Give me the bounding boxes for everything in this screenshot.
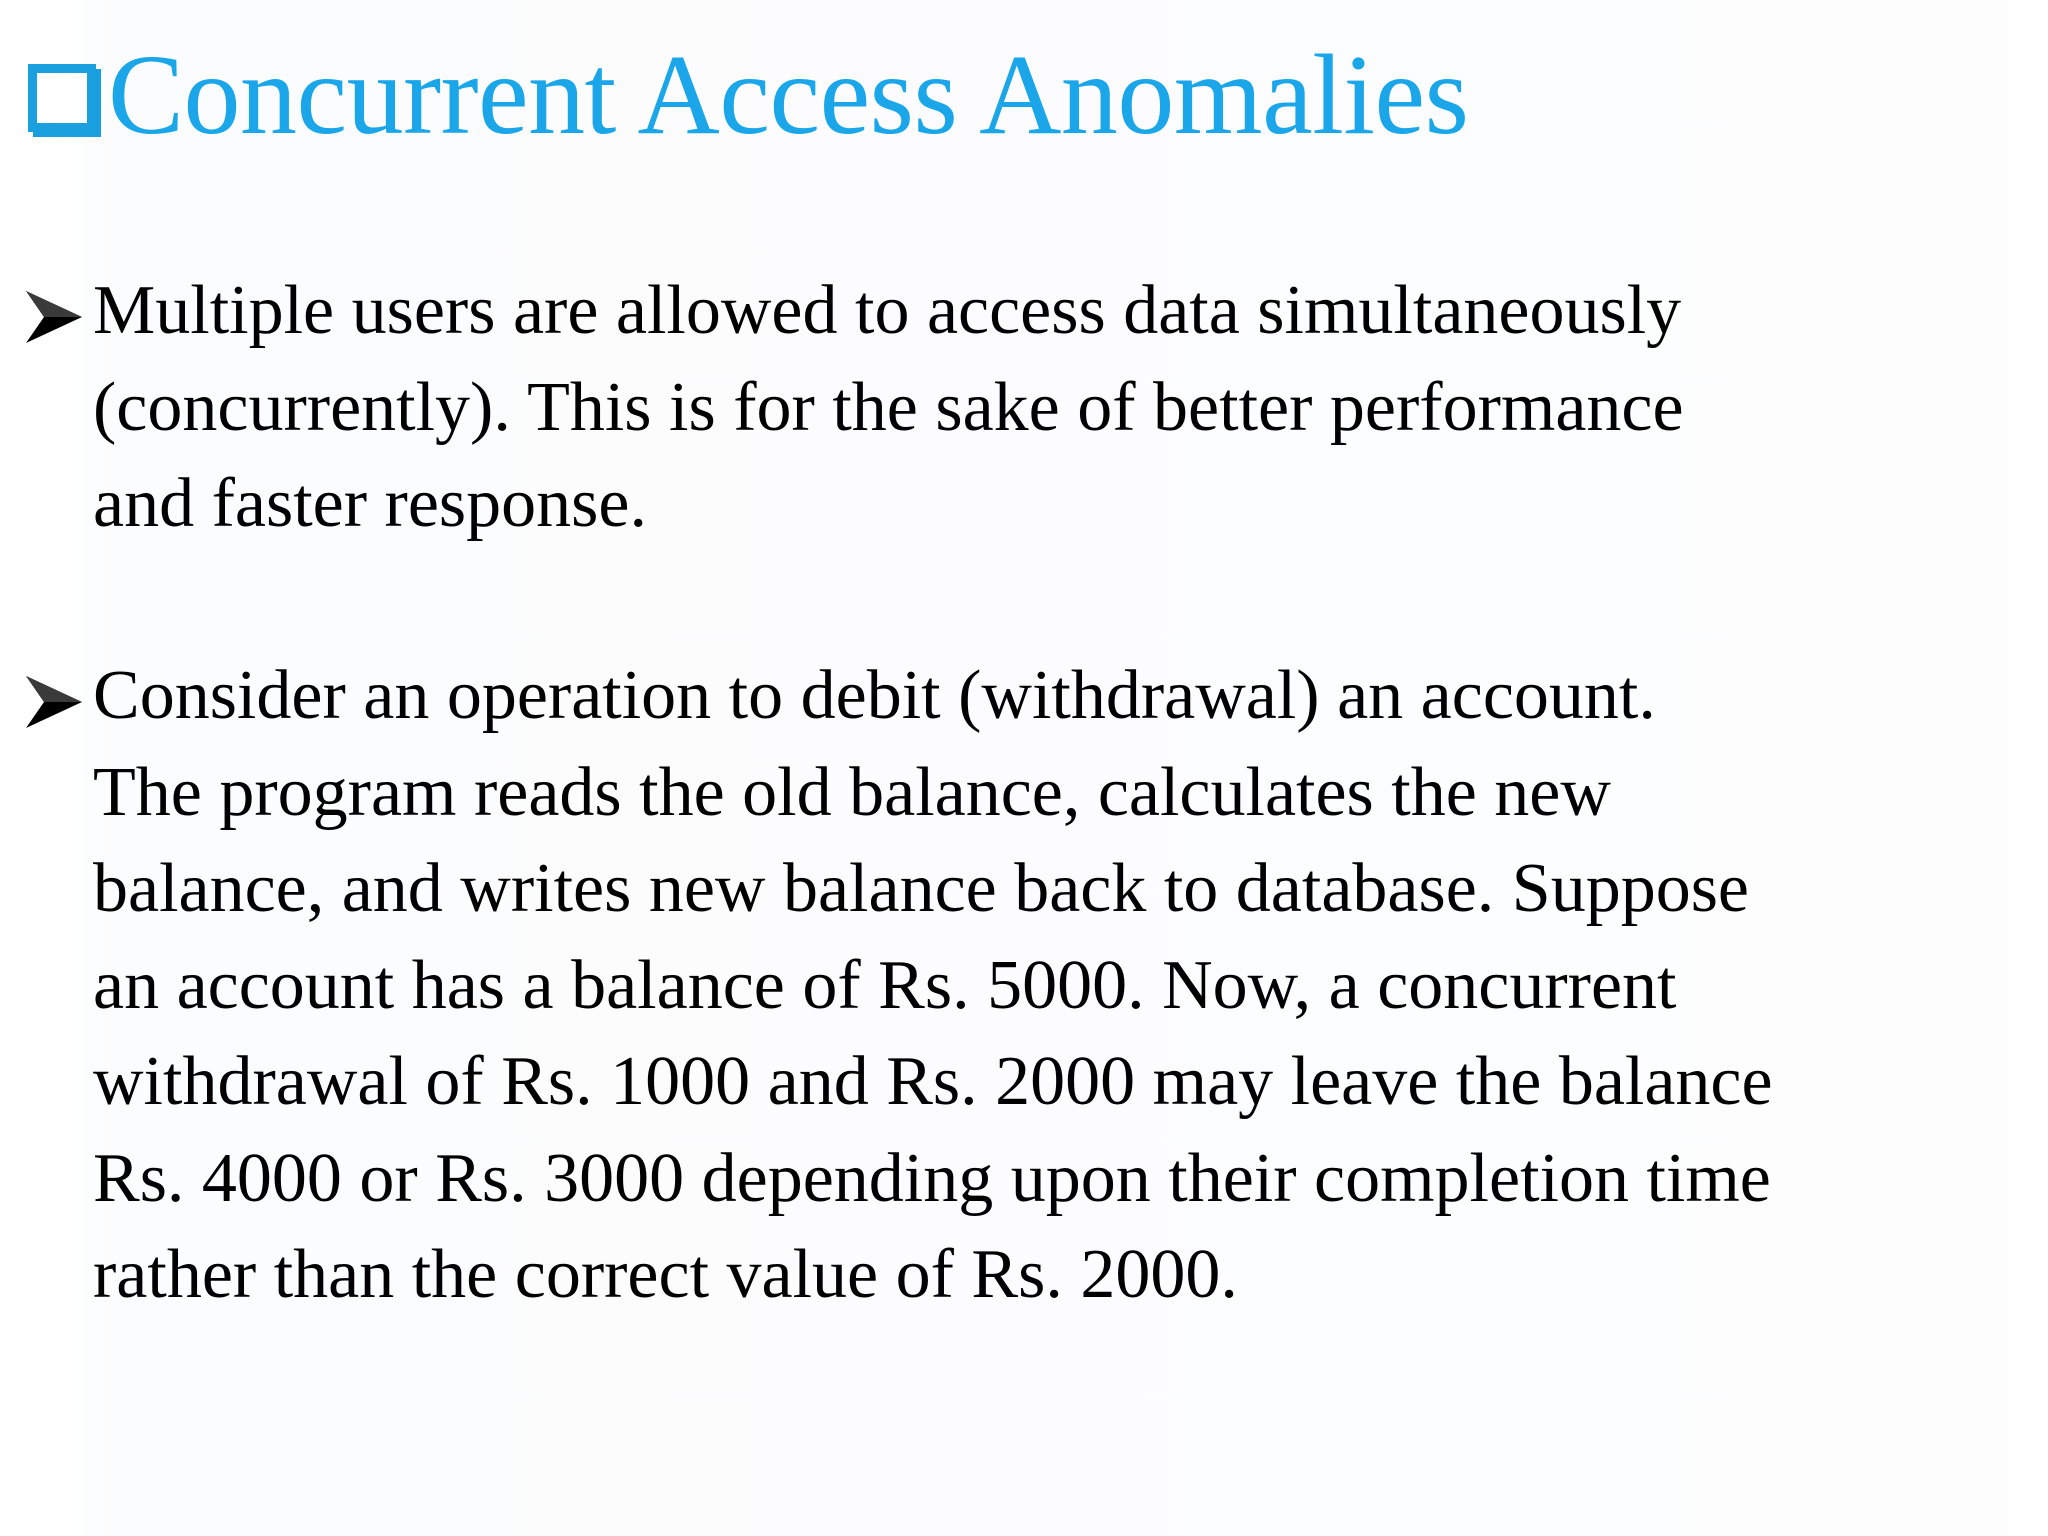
bullet-text — [93, 263, 2012, 553]
bullet-line: and faster response. — [93, 465, 647, 542]
slide-title-row — [28, 20, 1469, 170]
bullet-line: an account has a balance of Rs. 5000. Now, a concurrent — [93, 946, 1677, 1024]
bullet-item — [22, 263, 2012, 553]
bullet-line: Multiple users are allowed to access data simultaneously — [93, 272, 1682, 349]
bullet-line: withdrawal of Rs. 1000 and Rs. 2000 may leave the balance — [93, 1043, 1773, 1120]
bullet-line: Consider an operation to debit (withdrawal) an account. — [93, 657, 1656, 734]
bullet-line: balance, and writes new balance back to database. Suppose — [93, 850, 1750, 927]
arrowhead-bullet-icon — [22, 287, 86, 347]
square-checkbox-icon — [28, 64, 96, 132]
bullet-line: The program reads the old balance, calculates the new — [93, 753, 1611, 831]
bullet-line: rather than the correct value of Rs. 2000. — [93, 1236, 1238, 1313]
bullet-text — [93, 648, 2012, 1324]
slide-title: Concurrent Access Anomalies — [108, 31, 1469, 158]
bullet-item — [22, 648, 2012, 1324]
bullet-line: Rs. 4000 or Rs. 3000 depending upon their completion time — [93, 1139, 1771, 1217]
arrowhead-bullet-icon — [22, 672, 86, 732]
bullet-line: (concurrently). This is for the sake of better performance — [93, 368, 1684, 446]
